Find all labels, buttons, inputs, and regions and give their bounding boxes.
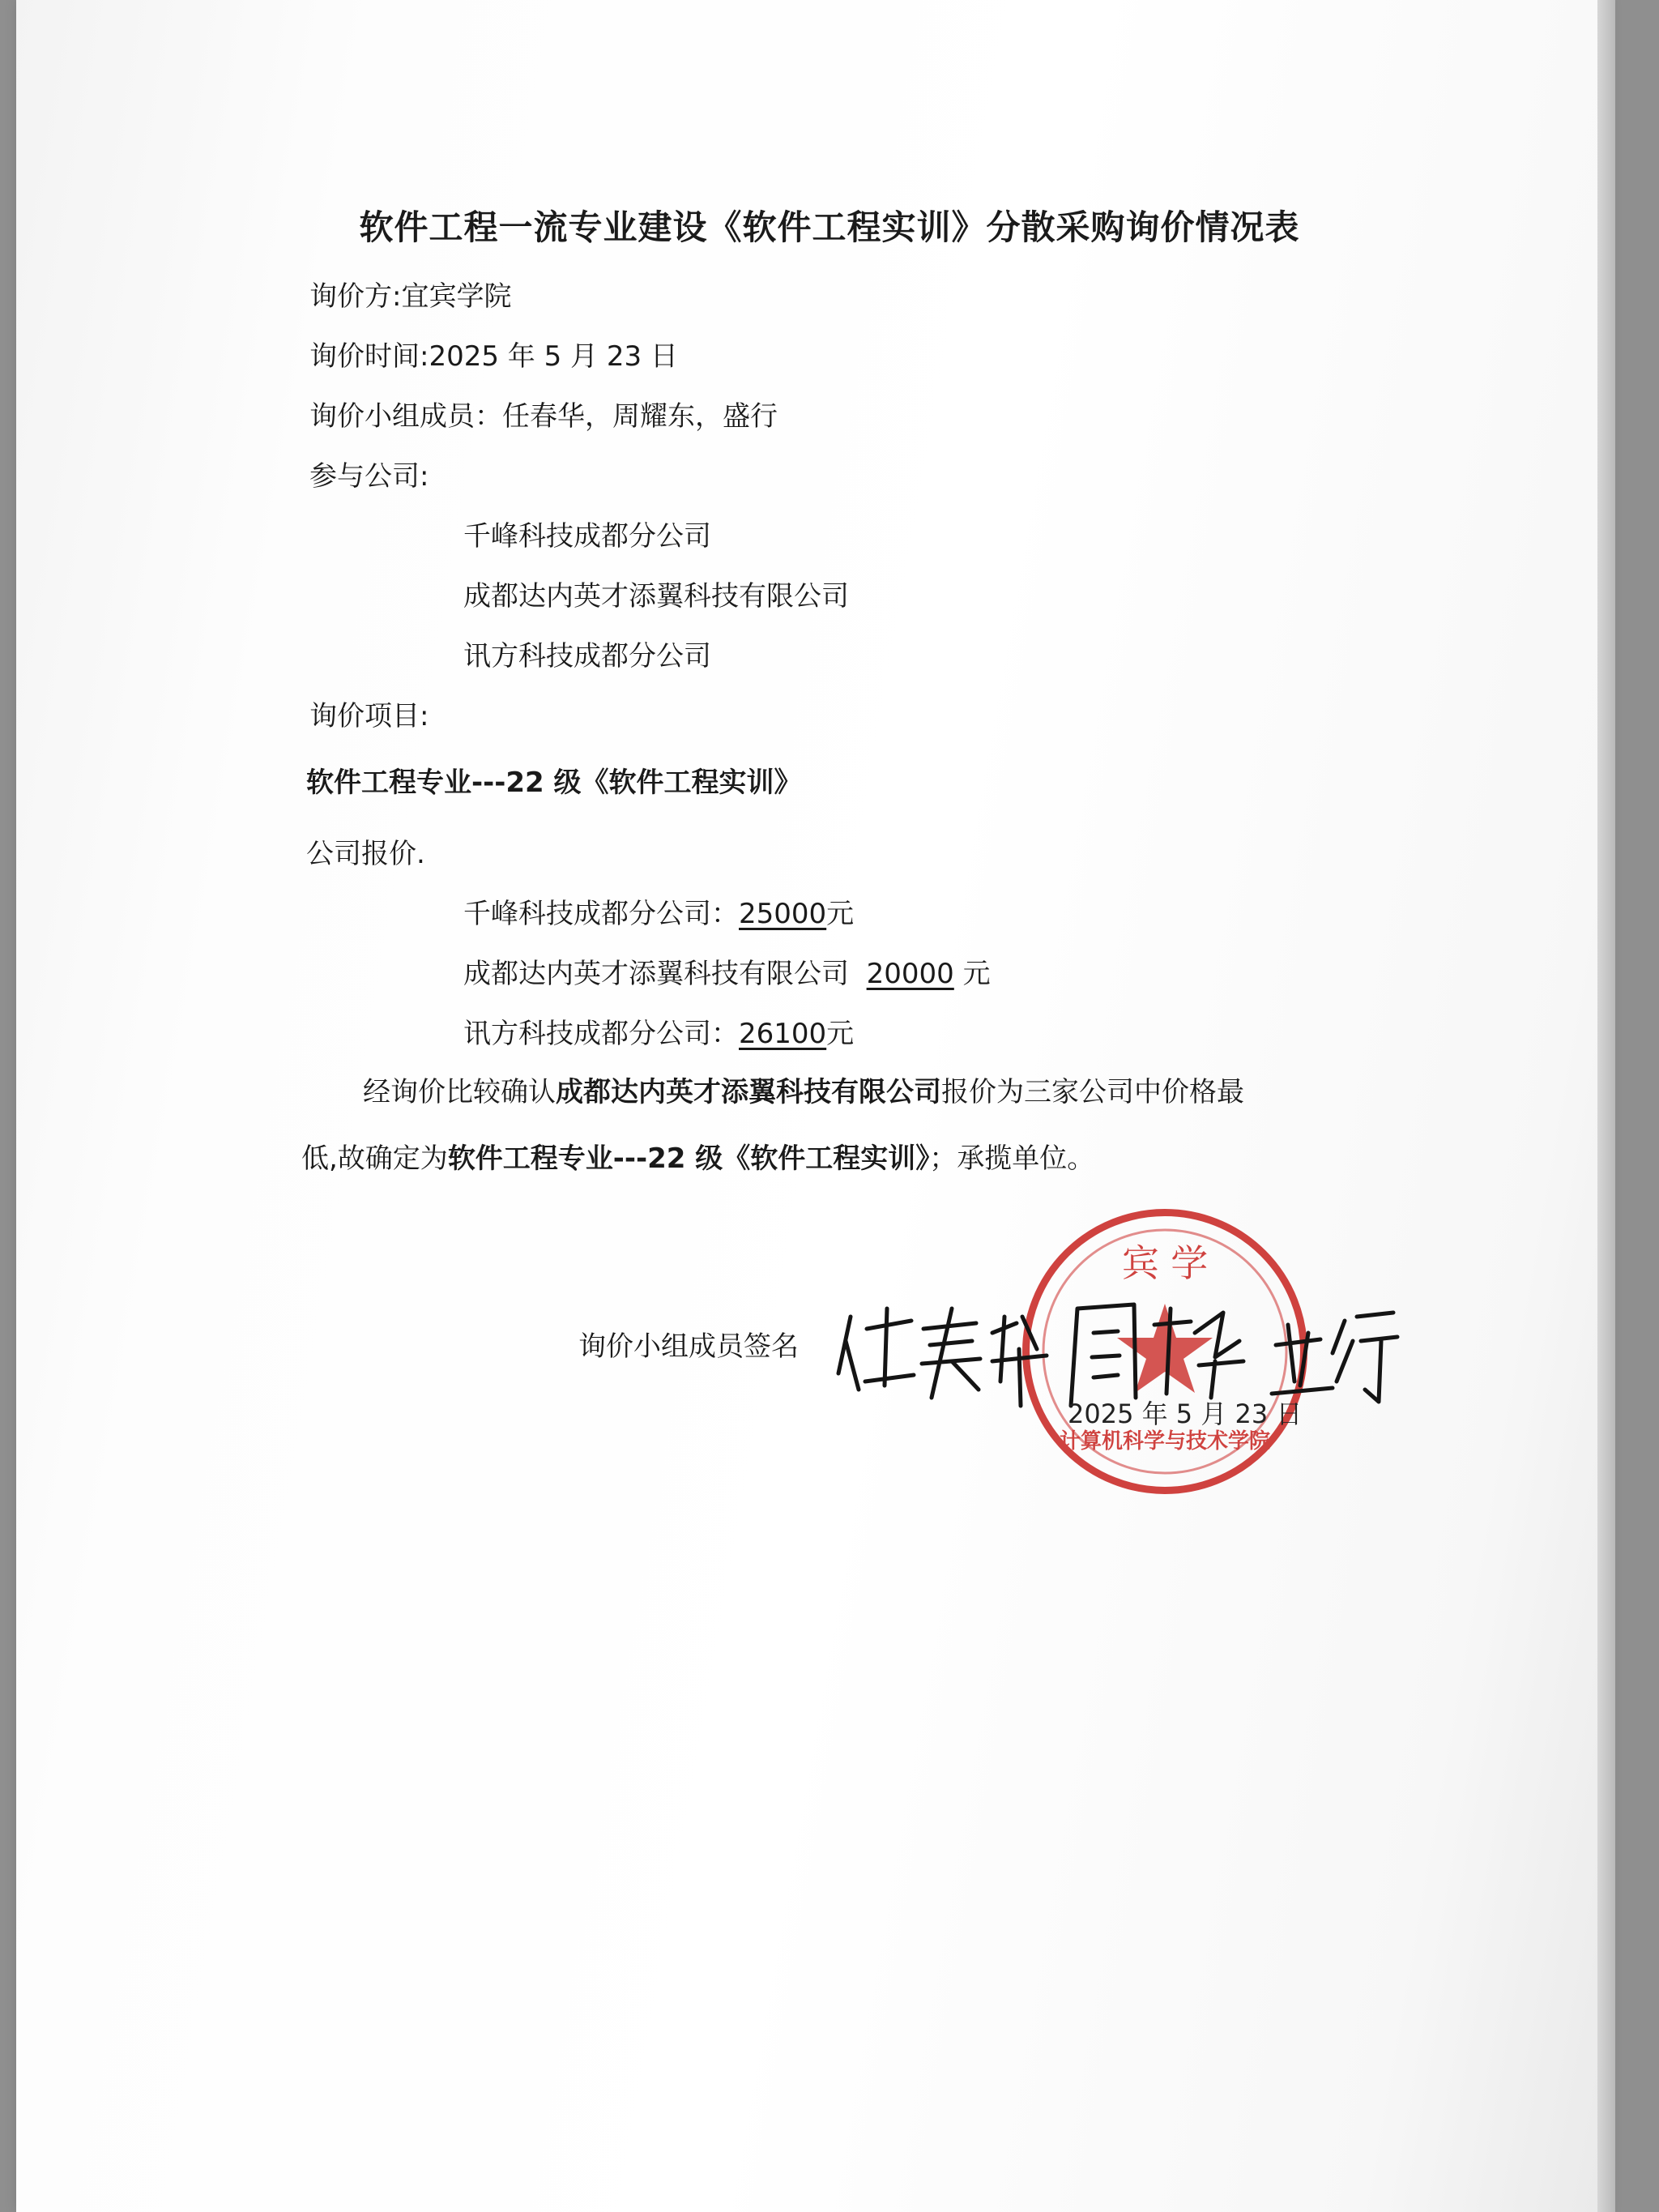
participant-company: 成都达内英才添翼科技有限公司	[463, 580, 849, 613]
quotes-label: 公司报价.	[306, 838, 425, 870]
quote-unit: 元	[826, 898, 855, 930]
inquiry-time: 询价时间:2025 年 5 月 23 日	[309, 340, 678, 373]
seal-top-text: 宾 学	[1121, 1241, 1209, 1285]
conclusion-text: 低,故确定为	[301, 1142, 448, 1175]
quote-company: 讯方科技成都分公司：	[463, 1018, 739, 1050]
inquirer: 询价方:宜宾学院	[309, 280, 512, 313]
conclusion-text: ；承揽单位。	[929, 1142, 1095, 1175]
project-label: 询价项目:	[309, 700, 429, 732]
participant-company: 千峰科技成都分公司	[463, 520, 711, 553]
participant-company: 讯方科技成都分公司	[463, 640, 711, 673]
signature-date: 2025 年 5 月 23 日	[1068, 1399, 1303, 1429]
project-name-ref: 软件工程专业---22 级《软件工程实训》	[447, 1142, 930, 1175]
quote-row	[463, 1016, 854, 1052]
winning-company: 成都达内英才添翼科技有限公司	[556, 1076, 941, 1108]
group-members: 询价小组成员：任春华，周耀东，盛行	[309, 400, 778, 433]
conclusion-text: 经询价比较确认	[363, 1076, 556, 1108]
participants-label: 参与公司:	[309, 460, 429, 493]
quote-amount: 26100	[739, 1018, 827, 1050]
project-name: 软件工程专业---22 级《软件工程实训》	[306, 767, 802, 799]
seal-bottom-text: 计算机科学与技术学院	[1059, 1429, 1271, 1454]
quote-company: 千峰科技成都分公司：	[463, 898, 739, 930]
quote-unit: 元	[826, 1018, 855, 1050]
document-title: 软件工程一流专业建设《软件工程实训》分散采购询价情况表	[359, 207, 1300, 247]
signature-label: 询价小组成员签名	[578, 1330, 799, 1363]
conclusion-text: 报价为三家公司中价格最	[941, 1076, 1244, 1108]
quote-company: 成都达内英才添翼科技有限公司	[463, 958, 849, 990]
conclusion-line-2	[301, 1141, 1094, 1176]
quote-unit: 元	[962, 958, 991, 990]
quote-row	[463, 956, 991, 992]
quote-amount: 25000	[739, 898, 827, 930]
quote-row	[463, 896, 854, 932]
conclusion-line-1	[363, 1074, 1244, 1110]
quote-amount: 20000	[866, 958, 954, 990]
